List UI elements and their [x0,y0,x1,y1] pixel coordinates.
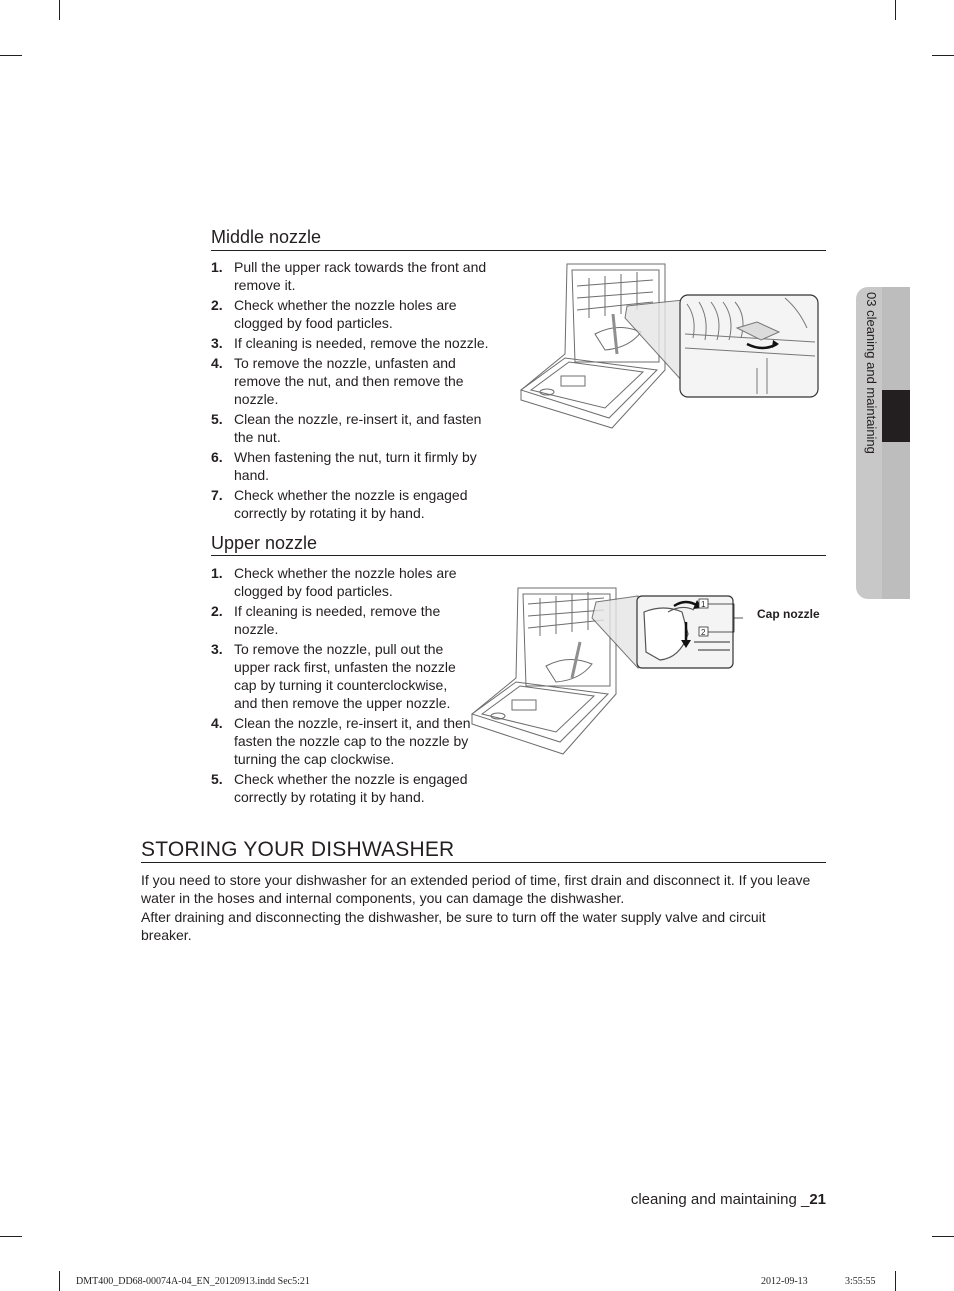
section-rule [211,555,826,556]
step-text: Check whether the nozzle holes are clogged by food particles. [234,565,457,599]
crop-mark [0,55,22,56]
step-item [211,296,501,332]
footer-section: cleaning and maintaining _ [630,1191,810,1208]
step-text: Pull the upper rack towards the front and remove it. [234,259,487,293]
section-title-storing: STORING YOUR DISHWASHER [141,838,455,861]
slug-time: 3:55:55 [845,1276,876,1287]
step-number: 7. [211,487,223,503]
page-number: 21 [809,1191,826,1208]
step-text: To remove the nozzle, unfasten and remove the nut, and then remove the nozzle. [234,355,464,407]
step-item [211,602,473,638]
step-number: 4. [211,355,223,371]
step-text: Check whether the nozzle is engaged correctly by rotating it by hand. [234,771,468,805]
step-text: Clean the nozzle, re-insert it, and then fasten the nozzle cap to the nozzle by turning the cap clockwise. [234,715,471,767]
step-text: When fastening the nut, turn it firmly by hand. [234,449,477,483]
step-number: 2. [211,297,223,313]
crop-mark [895,0,896,20]
section-title-middle-nozzle: Middle nozzle [211,227,322,247]
step-number: 2. [211,603,223,619]
step-number: 6. [211,449,223,465]
upper-nozzle-steps [211,564,473,808]
step-item [211,486,501,522]
crop-mark [932,1236,954,1237]
step-item [211,334,501,352]
storing-paragraph-1: If you need to store your dishwasher for an extended period of time, first drain and disconnect it. If you leave water in the hoses and internal components, you can damage the dishwasher. [141,872,811,906]
step-text: Check whether the nozzle is engaged correctly by rotating it by hand. [234,487,468,521]
page-footer [631,1191,826,1208]
step-item [211,410,501,446]
step-number: 3. [211,335,223,351]
step-item [211,354,501,408]
section-rule [211,250,826,251]
step-number: 5. [211,411,223,427]
step-number: 5. [211,771,223,787]
section-rule [141,862,826,863]
step-item [211,564,473,600]
step-number: 3. [211,641,223,657]
step-number: 1. [211,565,223,581]
step-text: Check whether the nozzle holes are clogged by food particles. [234,297,457,331]
chapter-tab-label: 03 cleaning and maintaining [864,292,879,454]
step-item [211,258,501,294]
step-text: Clean the nozzle, re-insert it, and fasten the nut. [234,411,482,445]
callout-number-2: 2 [701,628,706,637]
upper-nozzle-illustration [468,582,743,762]
cap-nozzle-label: Cap nozzle [757,607,820,621]
middle-nozzle-illustration [517,258,827,438]
crop-mark [0,1236,22,1237]
step-number: 1. [211,259,223,275]
crop-mark [59,0,60,20]
middle-nozzle-steps [211,258,501,524]
slug-file: DMT400_DD68-00074A-04_EN_20120913.indd Sec5:21 [76,1276,310,1287]
crop-mark [59,1271,60,1291]
slug-date: 2012-09-13 [761,1276,808,1287]
step-number: 4. [211,715,223,731]
step-text: If cleaning is needed, remove the nozzle. [234,603,441,637]
chapter-tab-marker [882,390,910,442]
section-title-upper-nozzle: Upper nozzle [211,533,318,553]
step-text: To remove the nozzle, pull out the upper rack first, unfasten the nozzle cap by turning it counterclockwise, and then remove the upper nozzle. [234,641,456,711]
step-item [211,770,473,806]
step-item [211,640,473,712]
callout-number-1: 1 [701,600,706,609]
step-item [211,448,501,484]
chapter-tab-strip [882,287,910,599]
crop-mark [932,55,954,56]
crop-mark [895,1271,896,1291]
step-item [211,714,473,768]
step-text: If cleaning is needed, remove the nozzle. [234,335,489,351]
storing-paragraph-2: After draining and disconnecting the dishwasher, be sure to turn off the water supply valve and circuit breaker. [141,909,766,943]
